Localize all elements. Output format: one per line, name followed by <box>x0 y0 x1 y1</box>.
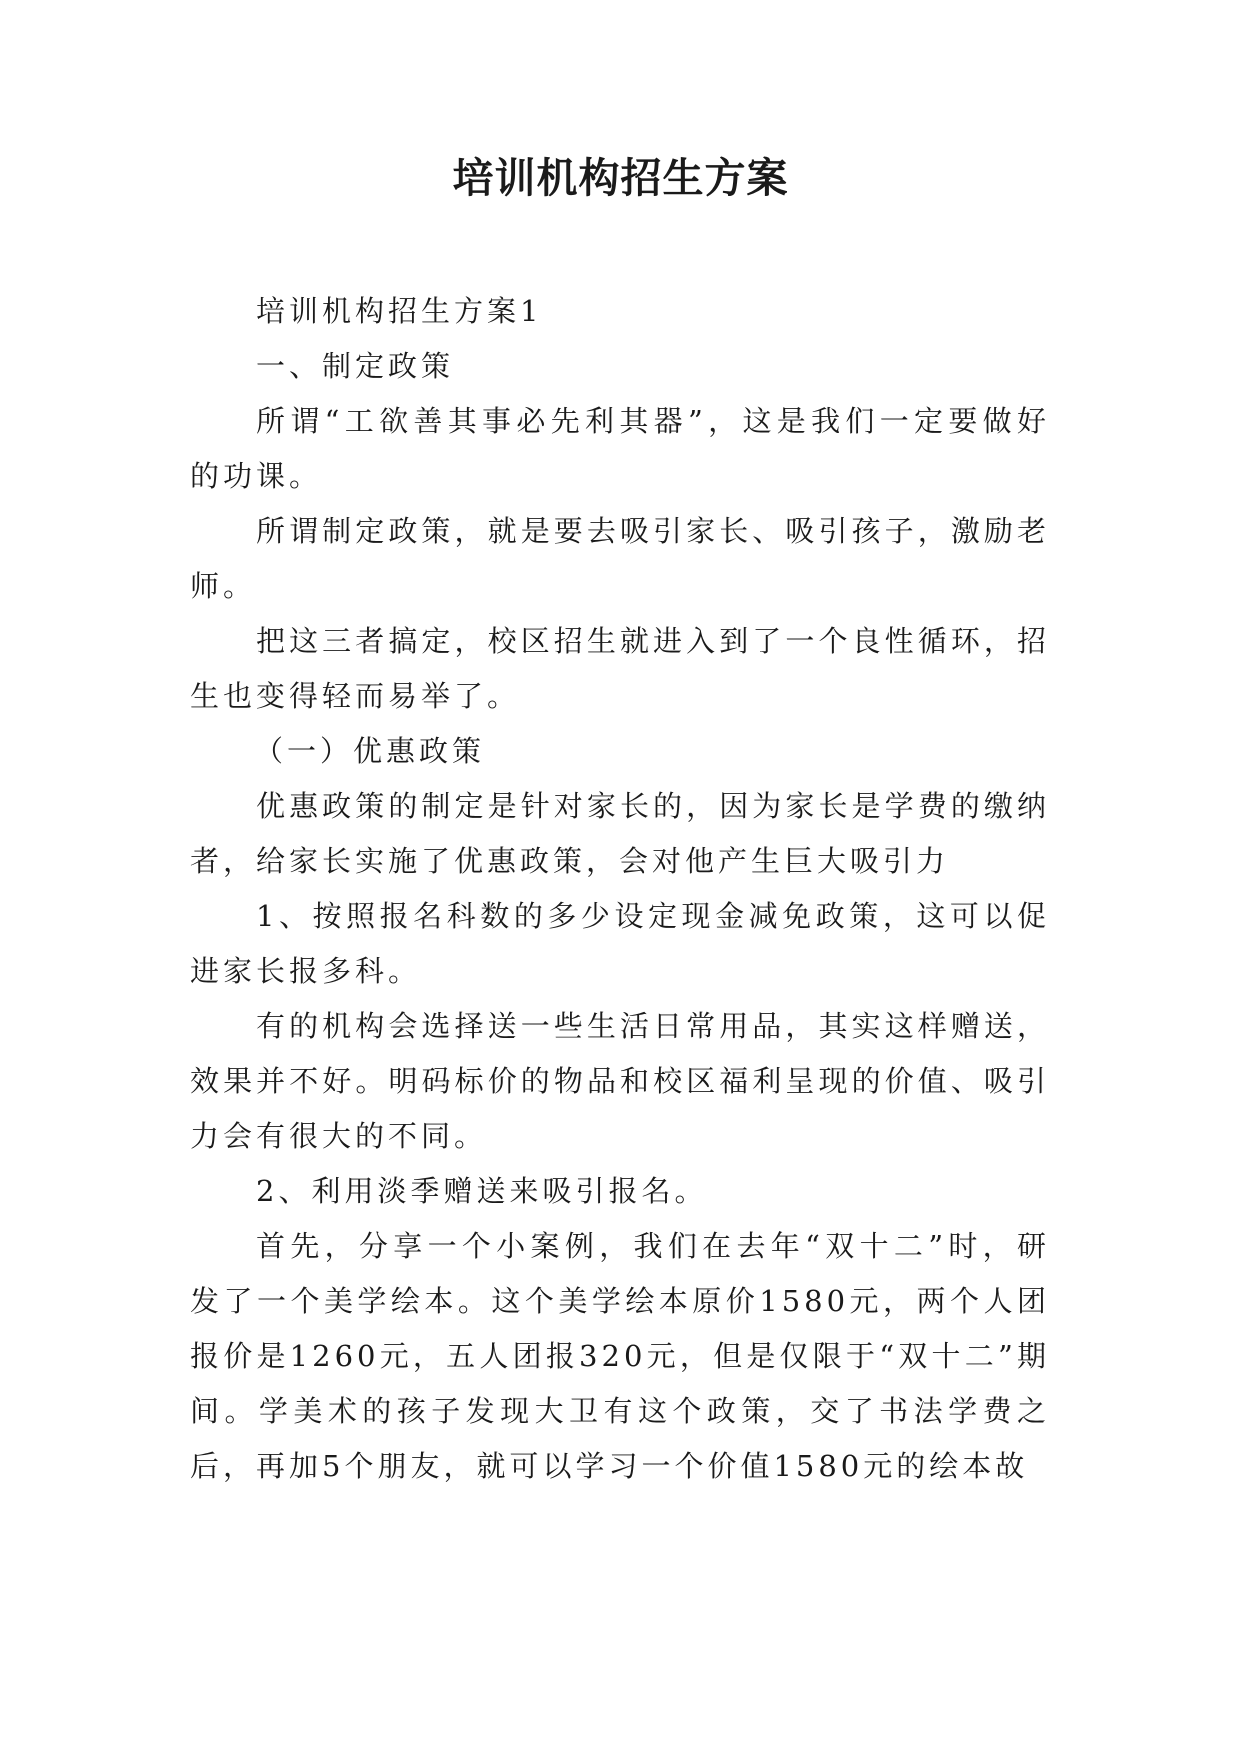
document-title: 培训机构招生方案 <box>452 154 789 202</box>
list-item: 1、按照报名科数的多少设定现金减免政策，这可以促进家长报多科。 <box>190 899 1050 988</box>
paragraph: 所谓制定政策，就是要去吸引家长、吸引孩子，激励老师。 <box>190 514 1050 603</box>
paragraph: 所谓“工欲善其事必先利其器”，这是我们一定要做好的功课。 <box>190 404 1050 493</box>
paragraph: 优惠政策的制定是针对家长的，因为家长是学费的缴纳者，给家长实施了优惠政策，会对他产生巨大吸引力 <box>190 789 1050 878</box>
document-body <box>190 284 1050 1494</box>
paragraph: 有的机构会选择送一些生活日常用品，其实这样赠送，效果并不好。明码标价的物品和校区福利呈现的价值、吸引力会有很大的不同。 <box>190 1009 1050 1153</box>
paragraph: 把这三者搞定，校区招生就进入到了一个良性循环，招生也变得轻而易举了。 <box>190 624 1050 713</box>
section-heading-policy: 一、制定政策 <box>256 349 455 383</box>
section-subtitle: 培训机构招生方案1 <box>256 294 543 328</box>
list-item: 2、利用淡季赠送来吸引报名。 <box>256 1174 708 1208</box>
subsection-heading-discount: （一）优惠政策 <box>254 734 486 768</box>
paragraph: 首先，分享一个小案例，我们在去年“双十二”时，研发了一个美学绘本。这个美学绘本原价1580元，两个人团报价是1260元，五人团报320元，但是仅限于“双十二”期间。学美术的孩子发现大卫有这个政策，交了书法学费之后，再加5个朋友，就可以学习一个价值1580元的绘本故 <box>190 1229 1050 1483</box>
